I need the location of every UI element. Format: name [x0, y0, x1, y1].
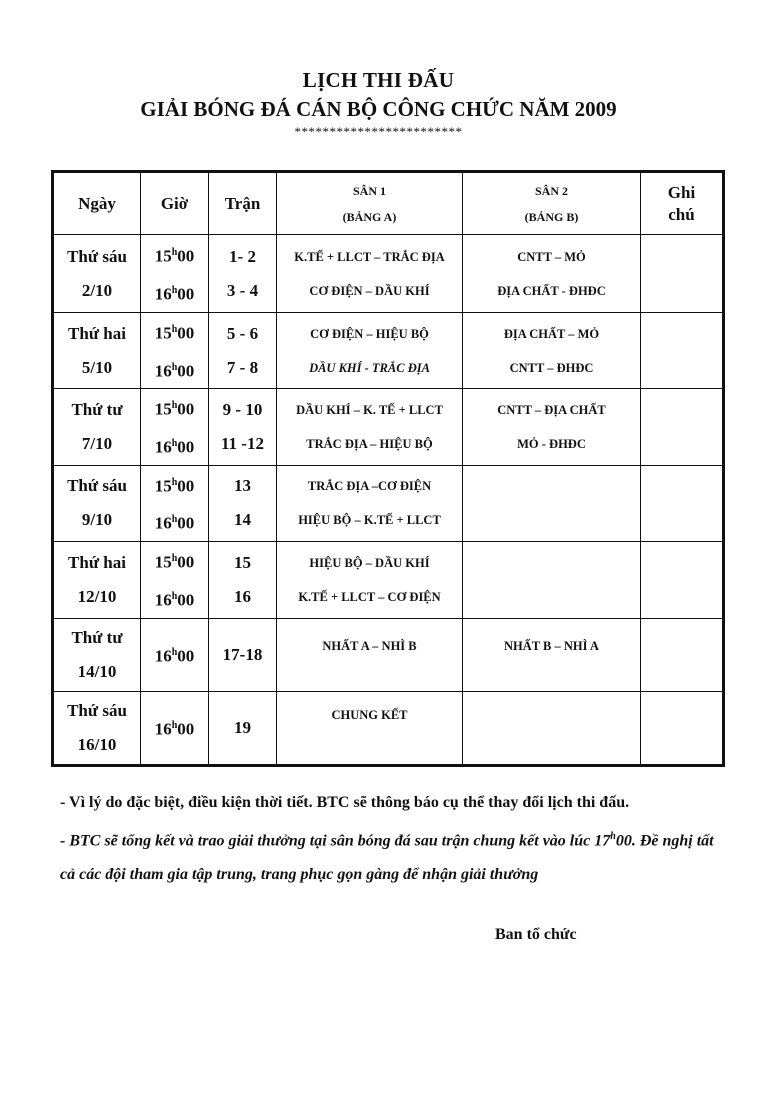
- header-day: Ngày: [53, 172, 141, 235]
- time-slot-1: 16$^h$00: [154, 646, 195, 666]
- day-name: Thứ sáu: [67, 700, 127, 720]
- field-1-match-1: CƠ ĐIỆN – HIỆU BỘ: [310, 326, 429, 341]
- field-1-match-1: TRẮC ĐỊA –CƠ ĐIỆN: [307, 479, 432, 494]
- match-cell: [209, 691, 277, 765]
- day-date: 7/10: [81, 433, 113, 453]
- table-row: [53, 465, 724, 541]
- match-cell: [209, 618, 277, 691]
- match-cell: [209, 465, 277, 541]
- document-subtitle: GIẢI BÓNG ĐÁ CÁN BỘ CÔNG CHỨC NĂM 2009: [140, 97, 617, 121]
- day-date: 16/10: [77, 734, 117, 754]
- time-slot-1: 15$^h$00: [154, 246, 195, 266]
- header-note: [641, 172, 724, 235]
- table-row: [53, 235, 724, 313]
- note-cell: [641, 313, 724, 389]
- header-match: Trận: [209, 172, 277, 235]
- header-field-1-name: SÂN 1: [352, 183, 386, 198]
- table-row: [53, 618, 724, 691]
- header-note-line2: chú: [668, 204, 695, 224]
- day-cell: [53, 313, 141, 389]
- day-cell: [53, 235, 141, 313]
- field-1-match-1: DẦU KHÍ – K. TẾ + LLCT: [296, 402, 443, 417]
- time-cell: [141, 618, 209, 691]
- day-name: Thứ sáu: [67, 246, 127, 266]
- time-cell: [141, 465, 209, 541]
- day-name: Thứ tư: [71, 627, 123, 647]
- note-line-1: - Vì lý do đặc biệt, điều kiện thời tiết. BTC sẽ thông báo cụ thể thay đổi lịch thi đấu.: [60, 794, 630, 811]
- match-number-2: 7 - 8: [226, 357, 259, 377]
- day-date: 12/10: [77, 586, 117, 606]
- field-1-cell: [277, 541, 463, 618]
- day-date: 5/10: [81, 357, 113, 377]
- time-slot-1: 15$^h$00: [154, 323, 195, 343]
- notes-section: [60, 786, 720, 892]
- field-1-cell: [277, 313, 463, 389]
- field-2-match-2: MỎ - ĐHĐC: [517, 436, 586, 451]
- field-2-match-2: ĐỊA CHẤT - ĐHĐC: [497, 283, 606, 298]
- match-cell: [209, 389, 277, 465]
- header-note-line1: Ghi: [667, 182, 696, 202]
- time-slot-1: 15$^h$00: [154, 552, 195, 572]
- time-cell: [141, 389, 209, 465]
- field-2-match-1: CNTT – MỎ: [517, 249, 586, 264]
- note-cell: [641, 618, 724, 691]
- field-1-match-1: HIỆU BỘ – DẦU KHÍ: [309, 555, 430, 570]
- day-cell: [53, 389, 141, 465]
- match-number-1: 17-18: [222, 644, 263, 664]
- field-1-cell: [277, 465, 463, 541]
- field-2-cell: [463, 235, 641, 313]
- time-cell: [141, 313, 209, 389]
- document-title: LỊCH THI ĐẤU: [302, 68, 455, 92]
- match-cell: [209, 235, 277, 313]
- match-number-2: 16: [234, 586, 251, 606]
- match-number-2: 14: [234, 510, 251, 530]
- field-1-match-2: CƠ ĐIỆN – DẦU KHÍ: [309, 283, 430, 298]
- time-slot-2: 16$^h$00: [154, 361, 195, 381]
- day-name: Thứ hai: [68, 323, 126, 343]
- note-cell: [641, 389, 724, 465]
- field-2-cell: [463, 313, 641, 389]
- time-slot-2: 16$^h$00: [154, 513, 195, 533]
- day-date: 2/10: [81, 280, 113, 300]
- match-cell: [209, 541, 277, 618]
- header-time: Giờ: [141, 172, 209, 235]
- note-cell: [641, 235, 724, 313]
- day-cell: [53, 465, 141, 541]
- field-2-match-2: CNTT – ĐHĐC: [509, 360, 594, 375]
- title-separator: ************************: [294, 124, 463, 139]
- match-number-2: 3 - 4: [226, 280, 259, 300]
- match-number-1: 5 - 6: [226, 323, 259, 343]
- match-number-1: 9 - 10: [222, 399, 263, 419]
- table-row: [53, 691, 724, 765]
- field-2-cell: [463, 389, 641, 465]
- note-cell: [641, 465, 724, 541]
- table-row: [53, 541, 724, 618]
- day-name: Thứ sáu: [67, 476, 127, 496]
- table-row: [53, 389, 724, 465]
- note-cell: [641, 541, 724, 618]
- time-slot-1: 15$^h$00: [154, 476, 195, 496]
- match-number-1: 1- 2: [229, 246, 256, 266]
- field-1-match-2: DẦU KHÍ - TRẮC ĐỊA: [309, 360, 430, 375]
- field-1-match-2: TRẮC ĐỊA – HIỆU BỘ: [306, 436, 433, 451]
- time-slot-2: 16$^h$00: [154, 590, 195, 610]
- match-number-2: 11 -12: [221, 433, 264, 453]
- field-2-cell: [463, 541, 641, 618]
- time-cell: [141, 541, 209, 618]
- day-name: Thứ tư: [71, 399, 123, 419]
- field-2-match-1: NHẤT B – NHÌ A: [504, 638, 599, 653]
- field-1-match-1: CHUNG KẾT: [331, 707, 408, 722]
- signature: Ban tổ chức: [495, 926, 577, 943]
- table-row: [53, 313, 724, 389]
- field-2-match-1: CNTT – ĐỊA CHẤT: [497, 402, 606, 417]
- header-field-2-name: SÂN 2: [534, 183, 568, 198]
- day-cell: [53, 618, 141, 691]
- day-cell: [53, 691, 141, 765]
- time-cell: [141, 235, 209, 313]
- field-2-cell: [463, 691, 641, 765]
- match-number-1: 13: [234, 476, 251, 496]
- field-1-match-1: K.TẾ + LLCT – TRẮC ĐỊA: [294, 249, 445, 264]
- header-field-2: [463, 172, 641, 235]
- header-field-1: [277, 172, 463, 235]
- field-1-match-2: HIỆU BỘ – K.TẾ + LLCT: [298, 513, 441, 528]
- time-slot-2: 16$^h$00: [154, 437, 195, 457]
- time-slot-1: 16$^h$00: [154, 719, 195, 739]
- field-1-cell: [277, 618, 463, 691]
- time-slot-2: 16$^h$00: [154, 284, 195, 304]
- field-1-cell: [277, 691, 463, 765]
- match-number-1: 15: [234, 552, 251, 572]
- time-cell: [141, 691, 209, 765]
- header-field-1-group: (BẢNG A): [342, 209, 397, 224]
- field-1-cell: [277, 235, 463, 313]
- header-field-2-group: (BẢNG B): [524, 209, 579, 224]
- day-date: 9/10: [81, 510, 113, 530]
- field-2-cell: [463, 618, 641, 691]
- day-name: Thứ hai: [68, 552, 126, 572]
- day-date: 14/10: [77, 661, 117, 681]
- day-cell: [53, 541, 141, 618]
- note-cell: [641, 691, 724, 765]
- field-2-cell: [463, 465, 641, 541]
- match-cell: [209, 313, 277, 389]
- field-1-match-1: NHẤT A – NHÌ B: [322, 638, 417, 653]
- match-number-1: 19: [234, 717, 251, 737]
- field-2-match-1: ĐỊA CHẤT – MỎ: [503, 326, 600, 341]
- schedule-table: [51, 170, 725, 767]
- note-line-2: - BTC sẽ tổng kết và trao giải thưởng tại sân bóng đá sau trận chung kết vào lúc 17$^h$00. Đề nghị tất cả các đội tham gia tập trung, trang phục gọn gàng để nhận giải thưởng: [60, 831, 714, 884]
- field-1-match-2: K.TẾ + LLCT – CƠ ĐIỆN: [298, 589, 441, 604]
- time-slot-1: 15$^h$00: [154, 399, 195, 419]
- field-1-cell: [277, 389, 463, 465]
